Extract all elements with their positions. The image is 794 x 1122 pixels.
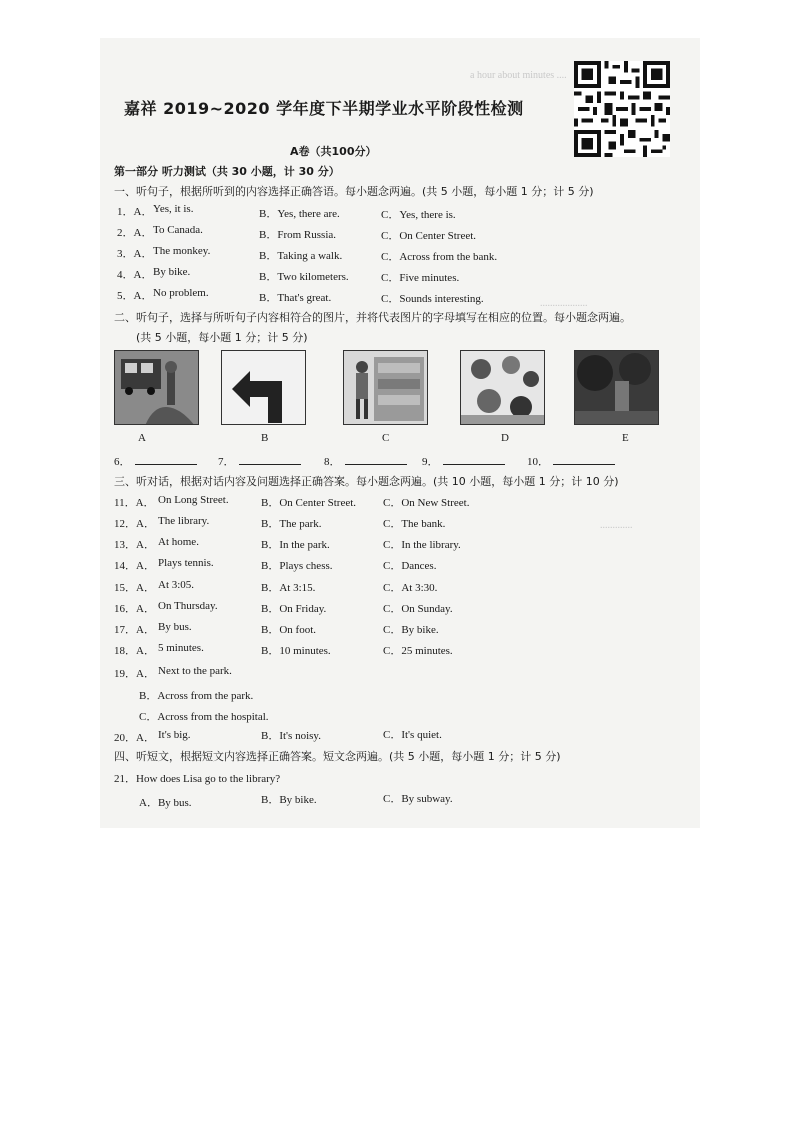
option-a: Next to the park. xyxy=(158,665,232,677)
option-b: B．Two kilometers. xyxy=(259,271,349,283)
option-b: B．10 minutes. xyxy=(261,645,331,657)
bleed-through-text: ................... xyxy=(540,298,588,309)
section2-instructions: 二、听句子，选择与所听句子内容相符合的图片，并将代表图片的字母填写在相应的位置。每小题念两遍。 xyxy=(114,311,631,324)
option-a: On Long Street. xyxy=(158,494,229,506)
question-number: 20．A． xyxy=(114,732,155,744)
option-a: 5 minutes. xyxy=(158,642,204,654)
picture-c-supermarket xyxy=(343,350,428,425)
question-number: 11．A． xyxy=(114,497,155,509)
option-b: B．Taking a walk. xyxy=(259,250,343,262)
option-b: B．In the park. xyxy=(261,539,330,551)
blank-line xyxy=(553,454,615,465)
option-b: B．At 3:15. xyxy=(261,582,316,594)
option-a: No problem. xyxy=(153,287,209,299)
section1-instructions: 一、听句子，根据所听到的内容选择正确答语。每小题念两遍。(共 5 小题，每小题 1 分；计 5 分) xyxy=(114,185,594,198)
option-c: C．Across from the bank. xyxy=(381,251,498,263)
bleed-through-text: a hour about minutes .... xyxy=(470,70,567,81)
bleed-through-text: ............. xyxy=(600,520,633,531)
option-c: C．Five minutes. xyxy=(381,272,460,284)
picture-e-park-trees xyxy=(574,350,659,425)
picture-label: A xyxy=(138,432,146,444)
question-number: 2．A． xyxy=(117,227,153,239)
blank-line xyxy=(345,454,407,465)
answer-blank-7[interactable] xyxy=(218,453,301,469)
picture-d-animals xyxy=(460,350,545,425)
question-number: 17．A． xyxy=(114,624,155,636)
option-a: A．By bus. xyxy=(139,797,192,809)
option-c: C．Across from the hospital. xyxy=(139,711,269,723)
section3-instructions: 三、听对话，根据对话内容及问题选择正确答案。每小题念两遍。(共 10 小题，每小题 1 分；计 10 分) xyxy=(114,475,619,488)
option-b: B．Across from the park. xyxy=(139,690,254,702)
picture-label: C xyxy=(382,432,390,444)
option-a: Yes, it is. xyxy=(153,203,194,215)
section2-instructions-2: (共 5 小题，每小题 1 分；计 5 分) xyxy=(136,331,308,344)
picture-a-bus-stop xyxy=(114,350,199,425)
blank-line xyxy=(135,454,197,465)
option-c: C．By bike. xyxy=(383,624,439,636)
option-c: C．On New Street. xyxy=(383,497,470,509)
question-number: 18．A． xyxy=(114,645,155,657)
blank-line xyxy=(443,454,505,465)
option-c: C．Sounds interesting. xyxy=(381,293,484,305)
option-c: C．25 minutes. xyxy=(383,645,453,657)
question-number: 13．A． xyxy=(114,539,155,551)
blank-line xyxy=(239,454,301,465)
option-c: C．It's quiet. xyxy=(383,729,442,741)
option-c: C．On Center Street. xyxy=(381,230,477,242)
question-number: 1．A． xyxy=(117,206,153,218)
answer-blank-6[interactable] xyxy=(114,453,197,469)
option-b: B．That's great. xyxy=(259,292,332,304)
answer-blank-8[interactable] xyxy=(324,453,407,469)
option-b: B．It's noisy. xyxy=(261,730,321,742)
option-b: B．On foot. xyxy=(261,624,316,636)
blank-number: 10． xyxy=(527,456,549,468)
option-a: The monkey. xyxy=(153,245,211,257)
question-21-stem: 21．How does Lisa go to the library? xyxy=(114,773,281,785)
question-number: 5．A． xyxy=(117,290,153,302)
answer-blank-10[interactable] xyxy=(527,453,615,469)
question-number: 15．A． xyxy=(114,582,155,594)
blank-number: 6． xyxy=(114,456,131,468)
question-number: 19．A． xyxy=(114,668,155,680)
picture-label: B xyxy=(261,432,269,444)
option-c: C．The bank. xyxy=(383,518,446,530)
option-b: B．The park. xyxy=(261,518,322,530)
question-number: 4．A． xyxy=(117,269,153,281)
question-number: 12．A． xyxy=(114,518,155,530)
option-b: B．On Friday. xyxy=(261,603,327,615)
option-a: On Thursday. xyxy=(158,600,218,612)
answer-blank-9[interactable] xyxy=(422,453,505,469)
paper-a-label: A卷（共100分） xyxy=(290,145,377,158)
picture-b-turn-left-sign xyxy=(221,350,306,425)
question-number: 14．A． xyxy=(114,560,155,572)
option-b: B．Yes, there are. xyxy=(259,208,340,220)
option-b: B．On Center Street. xyxy=(261,497,357,509)
option-c: C．Yes, there is. xyxy=(381,209,456,221)
option-c: C．On Sunday. xyxy=(383,603,453,615)
option-a: Plays tennis. xyxy=(158,557,214,569)
picture-label: D xyxy=(501,432,509,444)
option-a: To Canada. xyxy=(153,224,203,236)
option-c: C．By subway. xyxy=(383,793,453,805)
option-c: C．Dances. xyxy=(383,560,437,572)
option-b: B．By bike. xyxy=(261,794,317,806)
picture-label: E xyxy=(622,432,629,444)
question-number: 16．A． xyxy=(114,603,155,615)
exam-title: 嘉祥 2019~2020 学年度下半期学业水平阶段性检测 xyxy=(124,99,524,118)
option-c: C．At 3:30. xyxy=(383,582,438,594)
part1-heading: 第一部分 听力测试（共 30 小题，计 30 分） xyxy=(114,165,340,178)
option-a: It's big. xyxy=(158,729,191,741)
option-a: The library. xyxy=(158,515,210,527)
option-a: At 3:05. xyxy=(158,579,195,591)
blank-number: 8． xyxy=(324,456,341,468)
option-b: B．From Russia. xyxy=(259,229,337,241)
option-a: By bus. xyxy=(158,621,192,633)
blank-number: 9． xyxy=(422,456,439,468)
qr-code-icon xyxy=(574,61,670,157)
option-b: B．Plays chess. xyxy=(261,560,333,572)
option-c: C．In the library. xyxy=(383,539,461,551)
option-a: At home. xyxy=(158,536,199,548)
section4-instructions: 四、听短文，根据短文内容选择正确答案。短文念两遍。(共 5 小题，每小题 1 分；计 5 分) xyxy=(114,750,561,763)
question-number: 3．A． xyxy=(117,248,153,260)
blank-number: 7． xyxy=(218,456,235,468)
option-a: By bike. xyxy=(153,266,191,278)
